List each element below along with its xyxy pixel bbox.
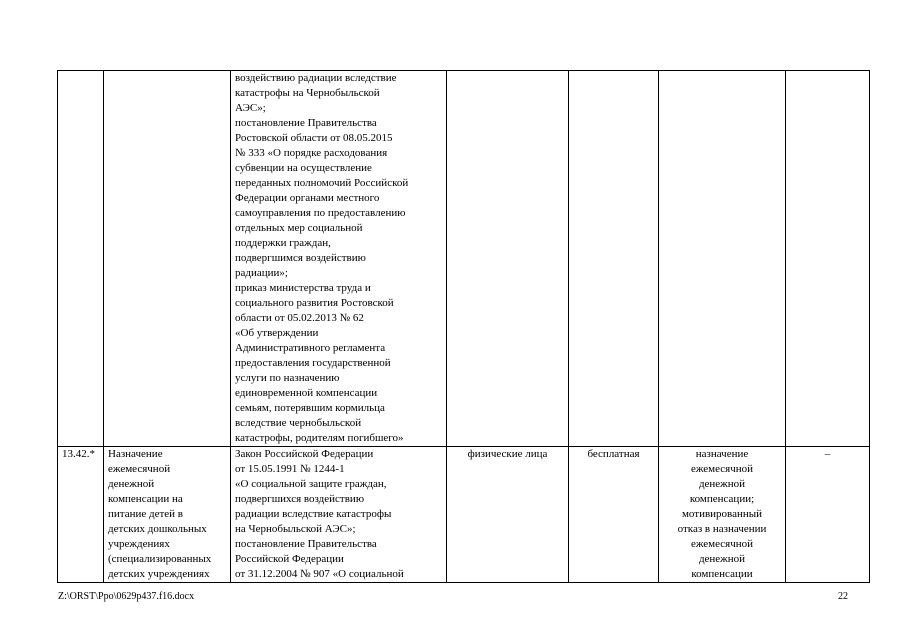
cell-last: – [786, 447, 870, 583]
cell-cost-empty [569, 71, 659, 447]
cell-cost: бесплатная [569, 447, 659, 583]
table-row [58, 447, 870, 583]
cell-result: назначение ежемесячной денежной компенсации; мотивированный отказ в назначении ежемесячной денежной компенсации [659, 447, 786, 583]
cell-service-name: Назначение ежемесячной денежной компенсации на питание детей в детских дошкольных учреждениях (специализированных детских учреждениях [104, 447, 231, 583]
cell-last-empty [786, 71, 870, 447]
cell-recipients-empty [447, 71, 569, 447]
footer-file-path: Z:\ORST\Ppo\0629p437.f16.docx [58, 591, 195, 602]
footer-page-number: 22 [838, 591, 848, 602]
cell-legal-basis: Закон Российской Федерации от 15.05.1991 № 1244-1 «О социальной защите граждан, подвергшихся воздействию радиации вследствие катастрофы на Чернобыльской АЭС»; постановление Правительства Российской Федерации от 31.12.2004 № 907 «О социальной [231, 447, 447, 583]
table-row [58, 71, 870, 447]
services-table [57, 70, 870, 583]
cell-legal-basis-continued: воздействию радиации вследствие катастрофы на Чернобыльской АЭС»; постановление Правительства Ростовской области от 08.05.2015 № 333 «О порядке расходования субвенции на осуществление переданных полномочий Российской Федерации органами местного самоуправления по предоставлению отдельных мер социальной поддержки граждан, подвергшимся воздействию радиации»; приказ министерства труда и социального развития Ростовской области от 05.02.2013 № 62 «Об утверждении Административного регламента предоставления государственной услуги по назначению единовременной компенсации семьям, потерявшим кормильца вследствие чернобыльской катастрофы, родителям погибшего» [231, 71, 447, 447]
cell-number-empty [58, 71, 104, 447]
cell-service-empty [104, 71, 231, 447]
cell-service-number: 13.42.* [58, 447, 104, 583]
cell-recipients: физические лица [447, 447, 569, 583]
cell-result-empty [659, 71, 786, 447]
